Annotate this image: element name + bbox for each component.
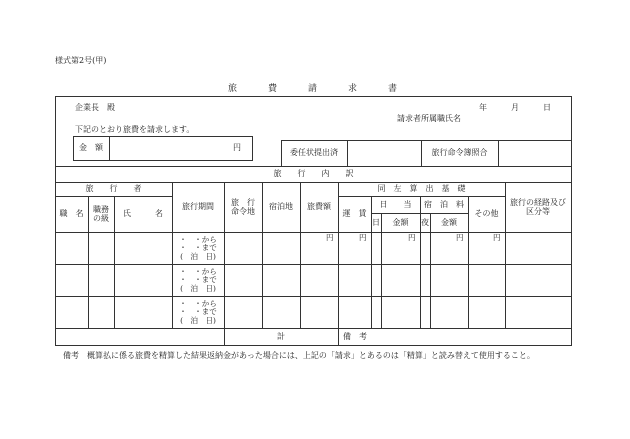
col-route-header (505, 182, 571, 232)
date-year-label: 年 (479, 103, 487, 112)
period-cell (172, 297, 224, 328)
period-nights: ( 泊 日) (180, 315, 216, 325)
col-grade-line: 職務 (93, 204, 109, 214)
form-number: 様式第2号(甲) (55, 56, 107, 65)
col-fare-header: 運 賃 (342, 209, 367, 219)
title-char: 請 (308, 84, 318, 94)
date-day-label: 日 (543, 103, 551, 112)
period-from: ・ ・から (179, 267, 217, 277)
section-title: 旅 行 内 訳 (273, 169, 354, 179)
col-title-header: 職 名 (59, 209, 84, 219)
date-month-label: 月 (511, 103, 519, 112)
basis-group-header: 同 左 算 出 基 礎 (377, 184, 466, 194)
col-nights-header: 夜 (421, 217, 429, 227)
claimant-label: 請求者所属職氏名 (397, 114, 461, 123)
title-char: 書 (388, 84, 398, 94)
col-route-line: 区分等 (526, 207, 550, 216)
period-cell (172, 265, 224, 296)
title-char: 求 (348, 84, 358, 94)
yen-mark: 円 (408, 233, 416, 242)
amount-label: 金 額 (79, 143, 103, 153)
period-nights: ( 泊 日) (180, 251, 216, 261)
col-grade-header (88, 196, 114, 232)
period-to: ・ ・まで (179, 307, 217, 317)
order-check-label: 旅行命令簿照合 (431, 148, 488, 158)
col-amount-header: 旅費額 (307, 202, 331, 212)
claim-form (55, 96, 572, 346)
period-to: ・ ・まで (179, 275, 217, 285)
period-from: ・ ・から (179, 235, 217, 245)
col-grade-line: の級 (93, 214, 109, 223)
col-order-line: 命令地 (231, 207, 255, 216)
period-nights: ( 泊 日) (180, 283, 216, 293)
col-lodging-money-header: 金額 (441, 217, 457, 227)
amount-yen: 円 (233, 143, 241, 152)
col-order-line: 旅 行 (231, 197, 255, 207)
col-days-header: 日 (372, 217, 380, 227)
total-label: 計 (277, 332, 285, 342)
col-order-header (224, 182, 262, 232)
title-char: 費 (268, 84, 278, 94)
title-char: 旅 (228, 84, 238, 94)
period-to: ・ ・まで (179, 243, 217, 253)
yen-mark: 円 (359, 233, 367, 242)
yen-mark: 円 (493, 233, 501, 242)
col-daily-money-header: 金額 (392, 217, 409, 227)
col-stay-header: 宿泊地 (269, 202, 293, 212)
remarks-label: 備 考 (343, 332, 367, 341)
col-other-header: その他 (474, 209, 499, 219)
col-route-line: 旅行の経路及び (510, 197, 566, 207)
col-name-header: 氏 名 (123, 209, 163, 219)
period-cell (172, 233, 224, 264)
yen-mark: 円 (456, 233, 464, 242)
col-daily-header: 日 当 (379, 199, 412, 209)
footnote: 備考 概算払に係る旅費を精算した結果返納金があった場合には、上記の「請求」とあるのは「精算」と読み替えて使用すること。 (63, 351, 535, 360)
yen-mark: 円 (326, 233, 334, 242)
addressee: 企業長 殿 (75, 103, 115, 112)
period-from: ・ ・から (179, 299, 217, 309)
request-text: 下記のとおり旅費を請求します。 (75, 125, 195, 134)
col-lodging-header: 宿 泊 料 (424, 199, 464, 209)
traveler-group-header: 旅 行 者 (85, 184, 142, 194)
delegation-label: 委任状提出済 (290, 148, 338, 158)
col-period-header: 旅行期間 (182, 202, 214, 212)
